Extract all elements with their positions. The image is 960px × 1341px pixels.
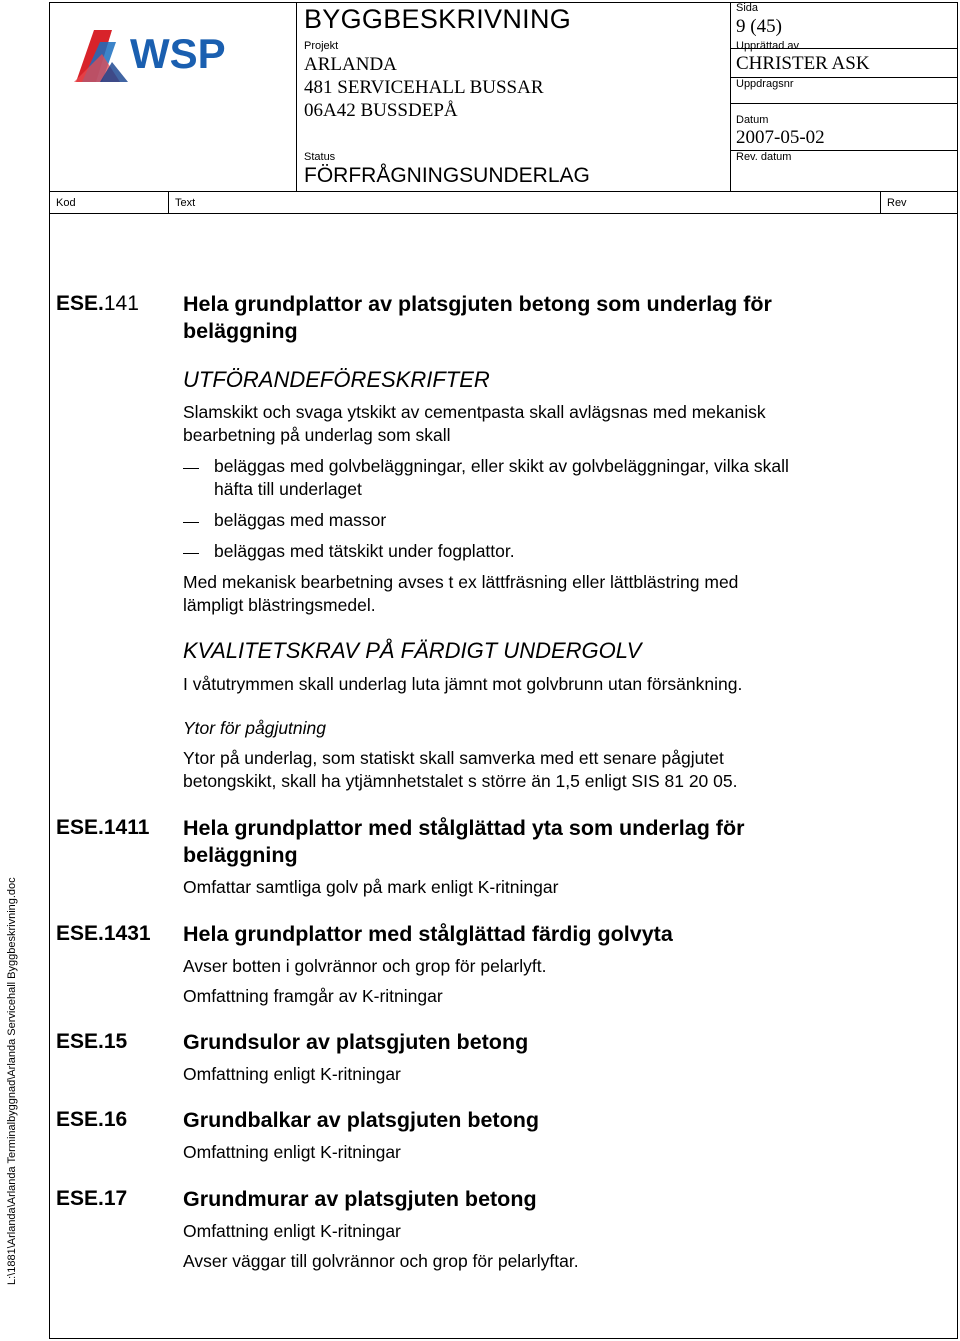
upprattad-value: CHRISTER ASK xyxy=(736,53,870,74)
section-text-17: Omfattning enligt K-ritningar Avser väggar till golvrännor och grop för pelarlyftar. xyxy=(183,1221,579,1271)
header-divider-right xyxy=(730,2,731,191)
column-header-line xyxy=(49,213,958,214)
upprattad-label: Upprättad av xyxy=(736,40,799,52)
bullet-item: beläggas med massor xyxy=(214,510,387,530)
subheading-kvalitetskrav: KVALITETSKRAV PÅ FÄRDIGT UNDERGOLV xyxy=(183,638,642,663)
section-title-1431: Hela grundplattor med stålglättad färdig golvyta xyxy=(183,922,673,946)
section-text-1431: Avser botten i golvrännor och grop för pelarlyft. Omfattning framgår av K-ritningar xyxy=(183,956,547,1006)
section-title-15: Grundsulor av platsgjuten betong xyxy=(183,1030,529,1054)
bullet-item: beläggas med golvbeläggningar, eller skikt av golvbeläggningar, vilka skall häfta till underlaget xyxy=(214,456,789,499)
col-rev: Rev xyxy=(887,197,907,209)
projekt-line-2: 481 SERVICEHALL BUSSAR xyxy=(304,77,544,98)
section-title-1411: Hela grundplattor med stålglättad yta som underlag för beläggning xyxy=(183,816,745,867)
datum-label: Datum xyxy=(736,114,769,126)
section-code-16: ESE.16 xyxy=(56,1108,128,1131)
section-text-1411: Omfattar samtliga golv på mark enligt K-ritningar xyxy=(183,877,559,897)
section-title-141: Hela grundplattor av platsgjuten betong som underlag för beläggning xyxy=(183,292,772,343)
subheading-utforande: UTFÖRANDEFÖRESKRIFTER xyxy=(183,367,490,392)
datum-value: 2007-05-02 xyxy=(736,127,825,148)
bullet-dash xyxy=(183,468,199,469)
wsp-logo-icon xyxy=(72,24,272,88)
revdatum-label: Rev. datum xyxy=(736,151,792,163)
section-title-16: Grundbalkar av platsgjuten betong xyxy=(183,1108,539,1132)
header-divider-left xyxy=(296,2,297,191)
section-code-1431: ESE.1431 xyxy=(56,922,151,945)
bullet-item: beläggas med tätskikt under fogplattor. xyxy=(214,541,515,561)
col-kod: Kod xyxy=(56,197,76,209)
section-code-1411: ESE.1411 xyxy=(56,816,150,839)
projekt-line-3: 06A42 BUSSDEPÅ xyxy=(304,100,458,121)
status-label: Status xyxy=(304,151,336,163)
status-value: FÖRFRÅGNINGSUNDERLAG xyxy=(304,164,590,187)
col-divider-kod xyxy=(168,191,169,213)
col-divider-rev xyxy=(880,191,881,213)
section-text-15: Omfattning enligt K-ritningar xyxy=(183,1064,401,1084)
section-code-15: ESE.15 xyxy=(56,1030,128,1053)
paragraph-slamskikt: Slamskikt och svaga ytskikt av cementpasta skall avlägsnas med mekanisk bearbetning på underlag som skall xyxy=(183,402,766,445)
paragraph-mekanisk: Med mekanisk bearbetning avses t ex lättfräsning eller lättblästring med lämpligt blästringsmedel. xyxy=(183,572,739,615)
paragraph-vatutrymmen: I våtutrymmen skall underlag luta jämnt mot golvbrunn utan försänkning. xyxy=(183,674,743,694)
section-code-17: ESE.17 xyxy=(56,1187,128,1210)
uppdragsnr-divider xyxy=(730,103,958,104)
file-path: L:\1881\Arlanda\Arlanda Terminalbyggnad\Arlanda Servicehall Byggbeskrivning.doc xyxy=(6,877,18,1285)
sida-label: Sida xyxy=(736,2,759,14)
section-code-141: ESE.141 xyxy=(56,292,139,315)
section-text-16: Omfattning enligt K-ritningar xyxy=(183,1142,401,1162)
col-text: Text xyxy=(175,197,196,209)
document-title: BYGGBESKRIVNING xyxy=(304,4,572,34)
bullet-dash xyxy=(183,553,199,554)
projekt-label: Projekt xyxy=(304,40,339,52)
projekt-line-1: ARLANDA xyxy=(304,54,397,75)
wsp-logo xyxy=(72,24,272,88)
header-bottom-line xyxy=(49,191,958,192)
uppdragsnr-label: Uppdragsnr xyxy=(736,78,794,90)
svg-text:WSP: WSP xyxy=(130,30,226,77)
paragraph-ytor: Ytor på underlag, som statiskt skall samverka med ett senare pågjutet betongskikt, skall ha ytjämnhetstalet s större än 1,5 enligt SIS 81 20 05. xyxy=(183,748,738,791)
sida-value: 9 (45) xyxy=(736,16,782,37)
subheading-pagjutning: Ytor för pågjutning xyxy=(183,718,327,738)
bullet-dash xyxy=(183,522,199,523)
section-title-17: Grundmurar av platsgjuten betong xyxy=(183,1187,537,1211)
